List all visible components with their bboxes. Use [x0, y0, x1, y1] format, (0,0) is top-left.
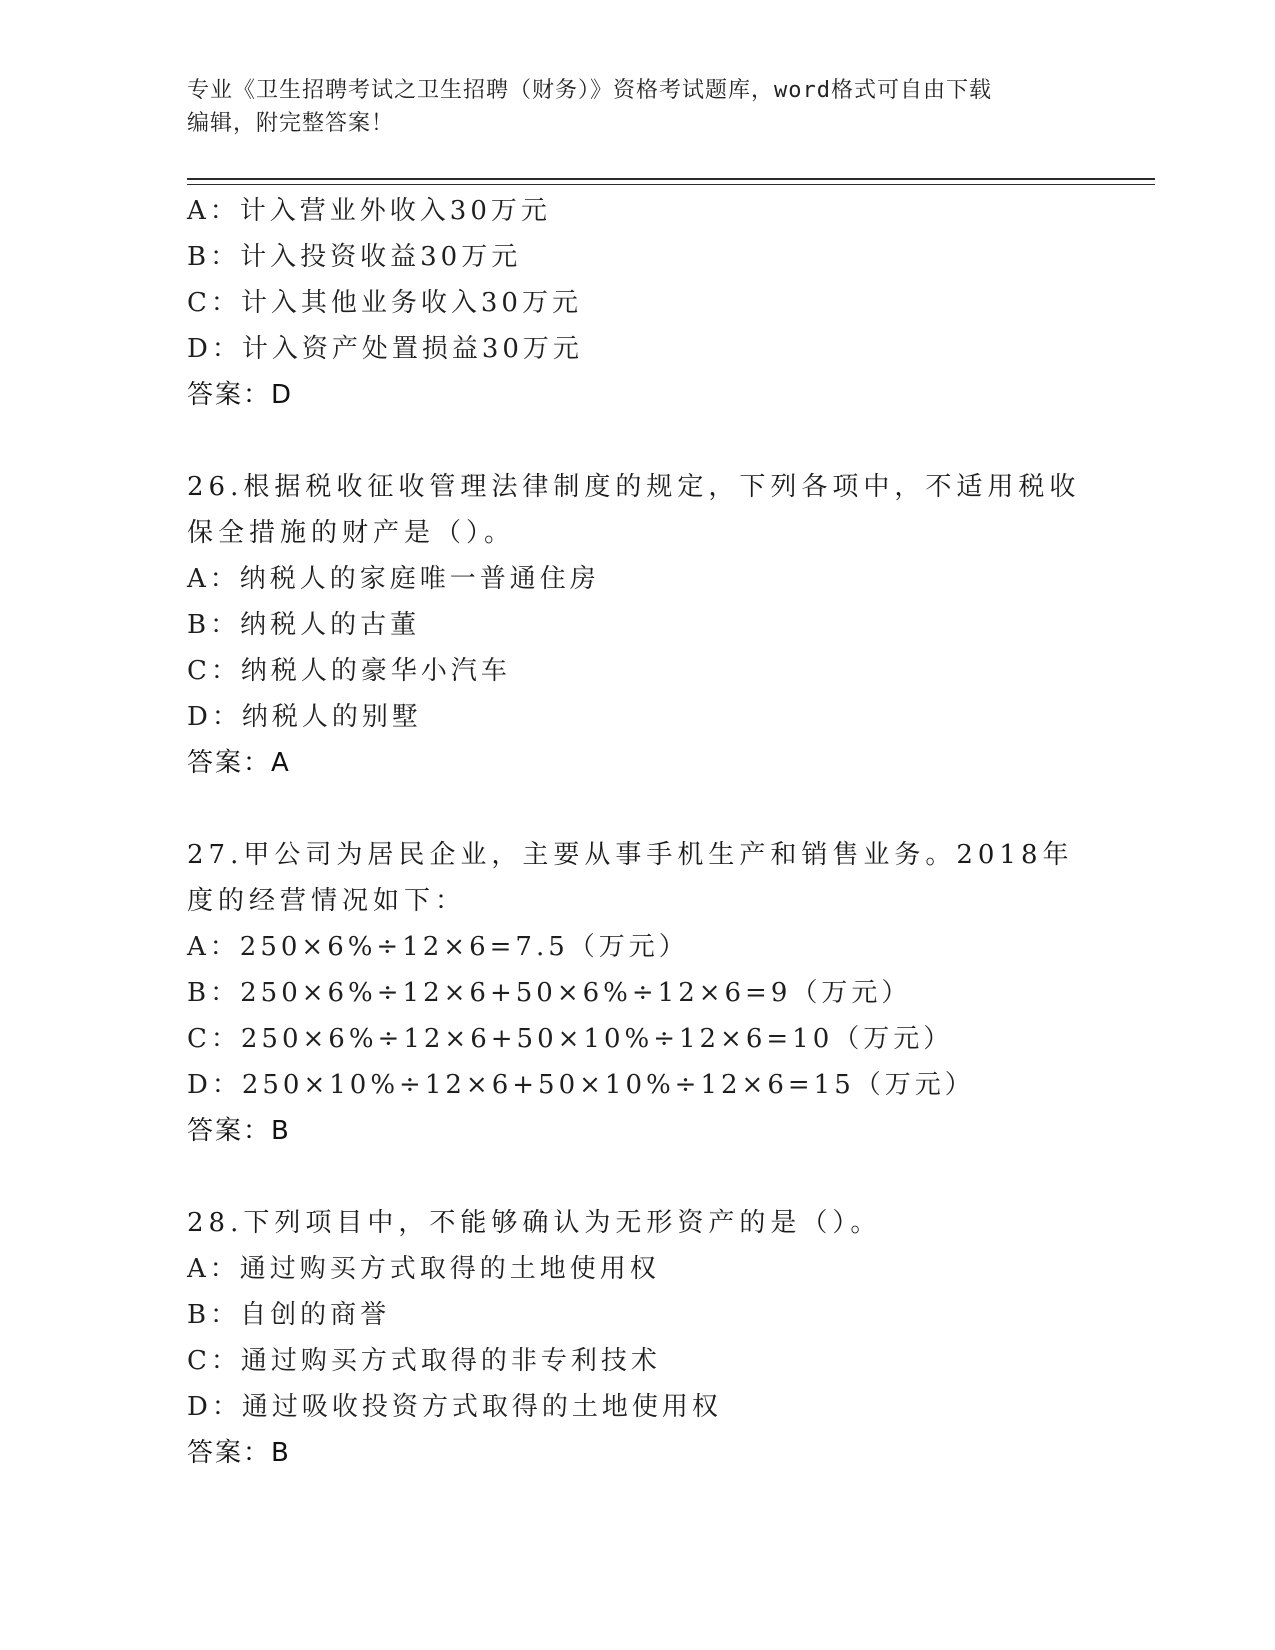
question-26: [187, 464, 1155, 786]
question-text: 27.甲公司为居民企业，主要从事手机生产和销售业务。2018年度的经营情况如下：: [187, 840, 1074, 916]
header-line-2: 编辑，附完整答案！: [187, 111, 395, 136]
question-list: [187, 188, 1155, 1476]
option-d: D：通过吸收投资方式取得的土地使用权: [187, 1392, 722, 1422]
option-b: B：计入投资收益30万元: [187, 242, 522, 272]
spacer: [187, 1154, 1155, 1200]
header-line-1: 专业《卫生招聘考试之卫生招聘（财务）》资格考试题库，word格式可自由下载: [187, 78, 992, 103]
option-b: B：250×6%÷12×6+50×6%÷12×6=9（万元）: [187, 978, 912, 1008]
spacer: [187, 418, 1155, 464]
question-25: [187, 188, 1155, 418]
answer: 答案：D: [187, 380, 294, 410]
option-c: C：250×6%÷12×6+50×10%÷12×6=10（万元）: [187, 1024, 954, 1054]
option-a: A：通过购买方式取得的土地使用权: [187, 1254, 660, 1284]
option-b: B：纳税人的古董: [187, 610, 421, 640]
question-28: [187, 1200, 1155, 1476]
option-d: D：250×10%÷12×6+50×10%÷12×6=15（万元）: [187, 1070, 975, 1100]
question-text: 26.根据税收征收管理法律制度的规定，下列各项中，不适用税收保全措施的财产是（）。: [187, 472, 1081, 548]
answer: 答案：B: [187, 1438, 291, 1468]
option-d: D：计入资产处置损益30万元: [187, 334, 583, 364]
option-c: C：纳税人的豪华小汽车: [187, 656, 511, 686]
option-c: C：计入其他业务收入30万元: [187, 288, 582, 318]
option-d: D：纳税人的别墅: [187, 702, 422, 732]
document-header: [187, 74, 1087, 140]
question-27: [187, 832, 1155, 1154]
spacer: [187, 786, 1155, 832]
answer: 答案：A: [187, 748, 291, 778]
answer: 答案：B: [187, 1116, 291, 1146]
option-a: A：250×6%÷12×6=7.5（万元）: [187, 932, 689, 962]
question-text: 28.下列项目中，不能够确认为无形资产的是（）。: [187, 1208, 882, 1238]
option-b: B：自创的商誉: [187, 1300, 391, 1330]
option-a: A：纳税人的家庭唯一普通住房: [187, 564, 600, 594]
option-a: A：计入营业外收入30万元: [187, 196, 551, 226]
header-divider-thin: [187, 184, 1155, 185]
header-divider-thick: [187, 178, 1155, 180]
option-c: C：通过购买方式取得的非专利技术: [187, 1346, 661, 1376]
